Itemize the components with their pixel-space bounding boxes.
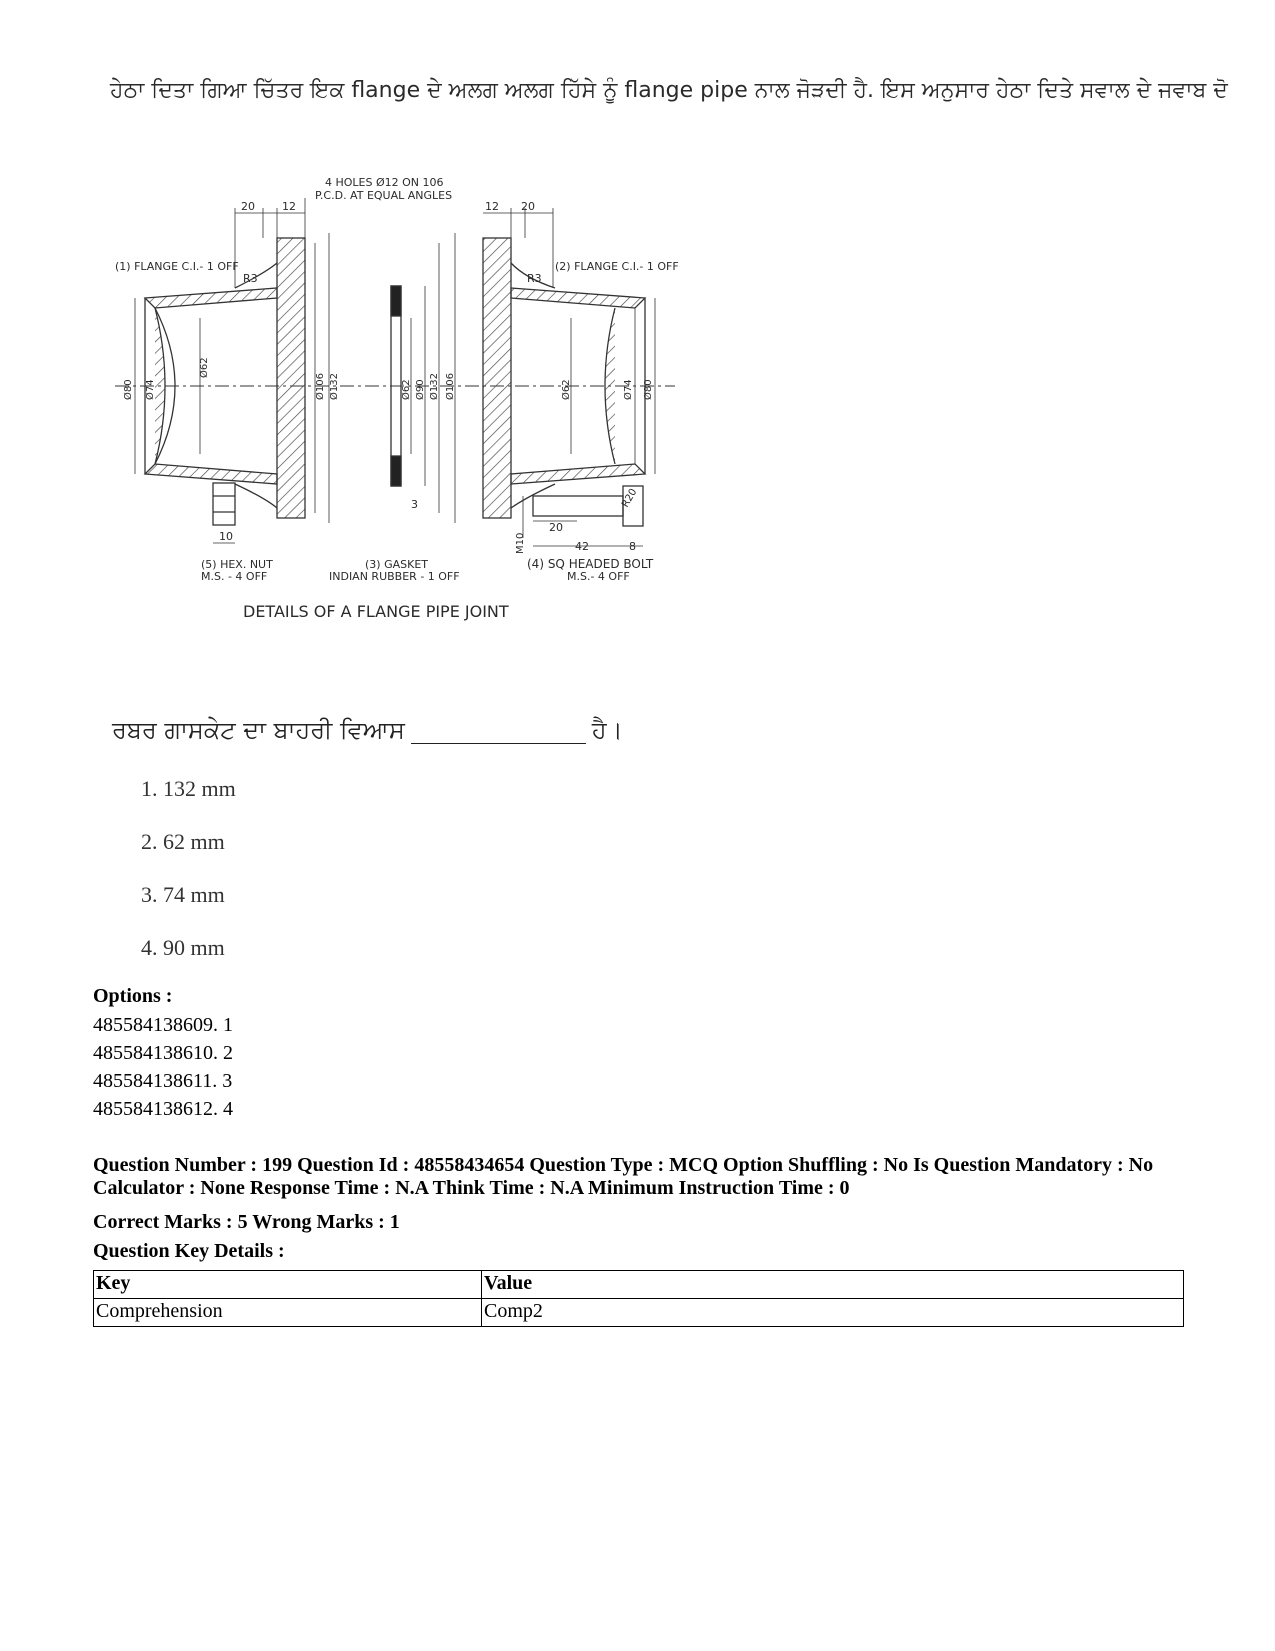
holes-note-line-1: 4 HOLES Ø12 ON 106 [325,178,444,189]
gasket-label-2: INDIAN RUBBER - 1 OFF [329,570,460,583]
choice-1: 1. 132 mm [141,776,236,801]
table-header-row [94,1271,1184,1299]
option-1: 485584138609. 1 [93,1014,233,1036]
dim-20-bolt: 20 [549,521,563,534]
option-3: 485584138611. 3 [93,1070,233,1092]
bolt-label-2: M.S.- 4 OFF [567,570,630,583]
bolt-label-1: (4) SQ HEADED BOLT [527,557,654,571]
dim-12-right: 12 [485,200,499,213]
dim-o62-gasket: Ø62 [401,379,412,400]
question-text [112,716,623,744]
flange-pipe-joint-figure [115,178,775,663]
r3-left: R3 [243,272,258,285]
dim-20-right: 20 [521,200,535,213]
flange-2-label: (2) FLANGE C.I.- 1 OFF [555,260,679,273]
dim-o62-right: Ø62 [561,379,572,400]
figure-title: DETAILS OF A FLANGE PIPE JOINT [243,602,509,621]
answer-blank [411,721,586,744]
table-row [94,1299,1184,1327]
dim-o62-left: Ø62 [199,357,210,378]
dim-o80-right: Ø80 [643,379,654,400]
r3-right: R3 [527,272,542,285]
dim-42: 42 [575,540,589,553]
choice-3: 3. 74 mm [141,882,225,907]
dim-o132-gasket: Ø132 [429,373,440,400]
question-key-table [93,1270,1184,1327]
nut-label-2: M.S. - 4 OFF [201,570,268,583]
choice-4: 4. 90 mm [141,935,225,960]
gasket-label-1: (3) GASKET [365,558,428,571]
dim-20-left: 20 [241,200,255,213]
question-text-before: ਰਬਰ ਗਾਸਕੇਟ ਦਾ ਬਾਹਰੀ ਵਿਆਸ [112,716,405,744]
table-cell-key: Comprehension [94,1299,482,1327]
dim-8: 8 [629,540,636,553]
dim-o74-left: Ø74 [145,379,156,400]
table-header-value: Value [482,1271,1184,1299]
dim-o106-gasket: Ø106 [445,373,456,400]
dim-10: 10 [219,530,233,543]
dim-m10: M10 [515,532,526,554]
nut-label-1: (5) HEX. NUT [201,558,273,571]
dim-r20: R20 [620,486,640,510]
choice-2: 2. 62 mm [141,829,225,854]
dim-o132-left: Ø132 [329,373,340,400]
dim-o80-left: Ø80 [123,379,134,400]
question-meta: Question Number : 199 Question Id : 48558434654 Question Type : MCQ Option Shuffling : No Is Question Mandatory : No Calculator : None Response Time : N.A Think Time : N.A Minimum Instruction Time : 0 [93,1154,1154,1199]
table-header-key: Key [94,1271,482,1299]
dim-3: 3 [411,498,418,511]
options-title: Options : [93,985,173,1007]
option-2: 485584138610. 2 [93,1042,233,1064]
dim-o106-left: Ø106 [315,373,326,400]
table-cell-value: Comp2 [482,1299,1184,1327]
option-4: 485584138612. 4 [93,1098,233,1120]
intro-text: ਹੇਠਾ ਦਿਤਾ ਗਿਆ ਚਿੱਤਰ ਇਕ flange ਦੇ ਅਲਗ ਅਲਗ ਹਿੱਸੇ ਨੂੰ flange pipe ਨਾਲ ਜੋੜਦੀ ਹੈ. ਇਸ ਅਨੁਸਾਰ ਹੇਠਾ ਦਿਤੇ ਸਵਾਲ ਦੇ ਜਵਾਬ ਦੋ [110,78,1228,103]
flange-1-label: (1) FLANGE C.I.- 1 OFF [115,260,239,273]
marks-line: Correct Marks : 5 Wrong Marks : 1 [93,1211,400,1233]
dim-12-left: 12 [282,200,296,213]
dim-o90-gasket: Ø90 [415,379,426,400]
holes-note-line-2: P.C.D. AT EQUAL ANGLES [315,189,453,202]
dim-o74-right: Ø74 [623,379,634,400]
key-details-title: Question Key Details : [93,1240,285,1262]
question-text-after: ਹੈ। [591,716,623,744]
